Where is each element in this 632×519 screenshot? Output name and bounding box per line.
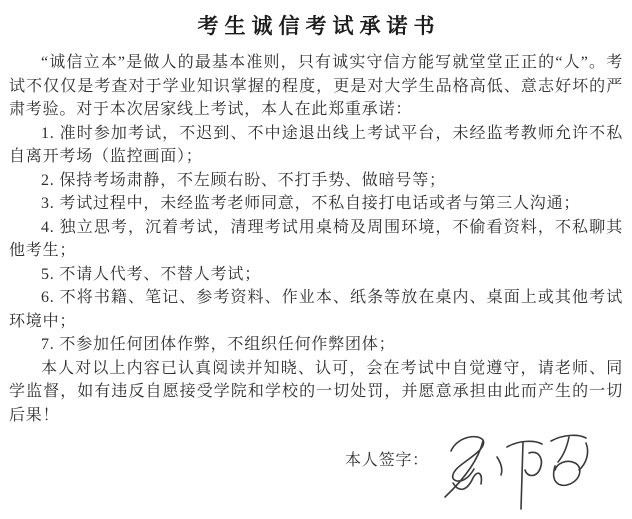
closing-paragraph: 本人对以上内容已认真阅读并知晓、认可，会在考试中自觉遵守，请老师、同学监督，如有违反自愿接受学院和学校的一切处罚，并愿意承担由此而产生的一切后果！ bbox=[9, 359, 623, 424]
commitment-item-7: 7. 不参加任何团体作弊，不组织任何作弊团体； bbox=[41, 336, 396, 353]
document-title: 考生诚信考试承诺书 bbox=[197, 14, 441, 38]
signature-label: 本人签字： bbox=[344, 452, 429, 469]
commitment-item-3: 3. 考试过程中，未经监考老师同意，不私自接打电话或者与第三人沟通； bbox=[41, 195, 581, 212]
intro-paragraph: “诚信立本”是做人的最基本准则，只有诚实守信方能写就堂堂正正的“人”。考试不仅仅是考查对于学业知识掌握的程度，更是对大学生品格高低、意志好坏的严肃考验。对于本次居家线上考试，本人在此郑重承诺： bbox=[9, 54, 623, 118]
commitment-item-4: 4. 独立思考，沉着考试，清理考试用桌椅及周围环境，不偷看资料，不私聊其他考生； bbox=[9, 218, 623, 259]
commitment-item-2: 2. 保持考场肃静，不左顾右盼、不打手势、做暗号等； bbox=[41, 171, 446, 189]
commitment-item-6: 6. 不将书籍、笔记、参考资料、作业本、纸条等放在桌内、桌面上或其他考试环境中； bbox=[9, 289, 623, 330]
commitment-item-5: 5. 不请人代考、不替人考试； bbox=[41, 265, 262, 283]
commitment-item-1: 1. 准时参加考试，不迟到、不中途退出线上考试平台，未经监考教师允许不私自离开考场（监控画面）； bbox=[9, 124, 623, 165]
signature-row bbox=[9, 431, 623, 519]
handwritten-signature bbox=[437, 427, 597, 515]
